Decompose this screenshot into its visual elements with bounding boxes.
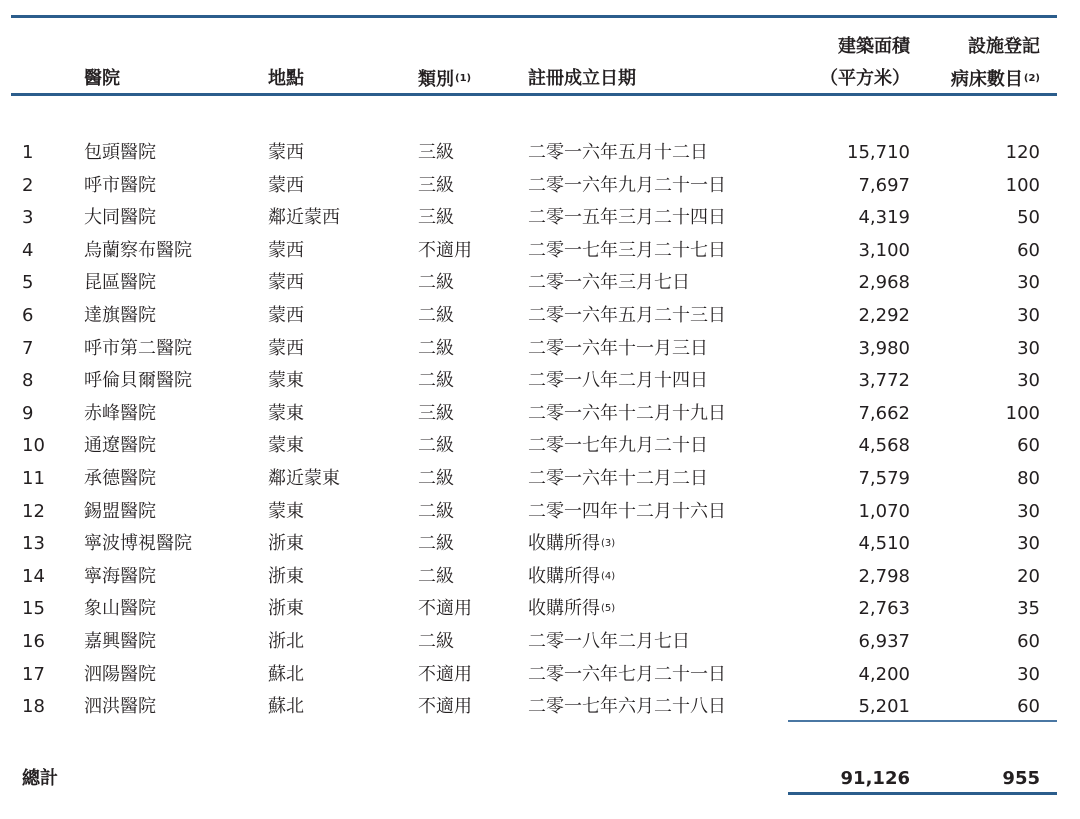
header-registration-date: 註冊成立日期 xyxy=(528,68,636,89)
table-row xyxy=(0,566,1080,598)
hospital-category xyxy=(418,533,454,555)
header-hospital: 醫院 xyxy=(84,68,120,89)
floor-area-text: 1,070 xyxy=(858,501,910,522)
floor-area-text: 3,100 xyxy=(858,240,910,261)
hospital-category xyxy=(418,468,454,490)
hospital-location xyxy=(268,696,304,718)
table-row xyxy=(0,272,1080,304)
row-number-text: 13 xyxy=(22,533,45,554)
registered-beds-text: 100 xyxy=(1005,403,1040,424)
hospital-name-text: 錫盟醫院 xyxy=(84,501,156,522)
table-row xyxy=(0,696,1080,728)
table-row xyxy=(0,175,1080,207)
row-number-text: 9 xyxy=(22,403,34,424)
floor-area-text: 7,662 xyxy=(858,403,910,424)
hospital-location xyxy=(268,403,304,425)
hospital-name xyxy=(84,305,156,327)
row-number xyxy=(22,598,45,620)
registered-beds xyxy=(1017,631,1040,653)
row-number-text: 12 xyxy=(22,501,45,522)
hospital-location xyxy=(268,533,304,555)
hospital-name-text: 通遼醫院 xyxy=(84,435,156,456)
table-top-rule xyxy=(11,15,1057,18)
row-number-text: 17 xyxy=(22,664,45,685)
floor-area xyxy=(858,403,910,425)
floor-area xyxy=(858,631,910,653)
row-number-text: 1 xyxy=(22,142,34,163)
floor-area-text: 2,763 xyxy=(858,598,910,619)
hospital-category xyxy=(418,696,472,718)
floor-area xyxy=(858,305,910,327)
hospital-category-text: 二級 xyxy=(418,631,454,652)
registered-beds-text: 30 xyxy=(1017,338,1040,359)
row-number-text: 6 xyxy=(22,305,34,326)
registered-beds xyxy=(1006,403,1040,425)
hospital-category xyxy=(418,501,454,523)
hospital-location-text: 蒙西 xyxy=(268,142,304,163)
row-number xyxy=(22,566,45,588)
registered-beds-text: 60 xyxy=(1017,631,1040,652)
hospital-name xyxy=(84,566,156,588)
hospital-category xyxy=(418,566,454,588)
row-number xyxy=(22,370,33,392)
table-row xyxy=(0,240,1080,272)
hospital-name xyxy=(84,598,156,620)
registration-date-text: 二零一六年五月二十三日 xyxy=(528,305,726,326)
hospital-category-text: 三級 xyxy=(418,142,454,163)
hospital-name-text: 赤峰醫院 xyxy=(84,403,156,424)
registered-beds-text: 80 xyxy=(1017,468,1040,489)
hospital-category-text: 二級 xyxy=(418,272,454,293)
floor-area xyxy=(858,370,910,392)
date-footnote: (4) xyxy=(601,571,616,582)
hospital-name-text: 包頭醫院 xyxy=(84,142,156,163)
registration-date xyxy=(528,696,727,718)
registration-date-text: 二零一八年二月十四日 xyxy=(528,370,708,391)
row-number xyxy=(22,403,33,425)
header-bottom-rule xyxy=(11,93,1057,96)
hospital-name-text: 嘉興醫院 xyxy=(84,631,156,652)
header-location: 地點 xyxy=(268,68,304,89)
registration-date xyxy=(528,338,709,360)
registration-date xyxy=(528,403,727,425)
hospital-location xyxy=(268,631,304,653)
row-number xyxy=(22,696,45,718)
floor-area-text: 3,980 xyxy=(858,338,910,359)
hospital-name-text: 寧海醫院 xyxy=(84,566,156,587)
registration-date-text: 二零一六年九月二十一日 xyxy=(528,175,726,196)
hospital-name-text: 大同醫院 xyxy=(84,207,156,228)
floor-area xyxy=(858,175,910,197)
floor-area xyxy=(858,272,910,294)
registered-beds-text: 120 xyxy=(1005,142,1040,163)
floor-area xyxy=(858,240,910,262)
hospital-location-text: 浙東 xyxy=(268,566,304,587)
floor-area xyxy=(858,435,910,457)
registered-beds-text: 100 xyxy=(1005,175,1040,196)
floor-area xyxy=(858,501,910,523)
hospital-category-text: 二級 xyxy=(418,370,454,391)
table-row xyxy=(0,468,1080,500)
table-row xyxy=(0,370,1080,402)
row-number-text: 4 xyxy=(22,240,34,261)
hospital-name-text: 象山醫院 xyxy=(84,598,156,619)
hospital-location xyxy=(268,566,304,588)
hospital-location xyxy=(268,240,304,262)
date-footnote: (3) xyxy=(601,538,616,549)
row-number-text: 7 xyxy=(22,338,34,359)
hospital-name xyxy=(84,142,156,164)
hospital-category xyxy=(418,207,454,229)
registered-beds xyxy=(1017,598,1040,620)
header-category xyxy=(418,68,471,91)
row-number xyxy=(22,305,33,327)
registered-beds xyxy=(1017,696,1040,718)
registration-date-text: 二零一六年十二月二日 xyxy=(528,468,708,489)
registration-date-text: 收購所得 xyxy=(528,566,600,587)
row-number-text: 2 xyxy=(22,175,34,196)
hospital-category-text: 二級 xyxy=(418,501,454,522)
registration-date xyxy=(528,207,727,229)
registration-date-text: 二零一七年三月二十七日 xyxy=(528,240,726,261)
table-row xyxy=(0,207,1080,239)
floor-area xyxy=(858,338,910,360)
hospital-location xyxy=(268,175,304,197)
hospital-name-text: 達旗醫院 xyxy=(84,305,156,326)
registration-date-text: 二零一四年十二月十六日 xyxy=(528,501,726,522)
hospital-location-text: 鄰近蒙西 xyxy=(268,207,340,228)
hospital-location xyxy=(268,468,340,490)
floor-area-text: 2,292 xyxy=(858,305,910,326)
registration-date xyxy=(528,240,727,262)
hospital-name xyxy=(84,240,192,262)
hospital-name xyxy=(84,664,156,686)
hospital-location-text: 蒙東 xyxy=(268,435,304,456)
hospital-category-text: 不適用 xyxy=(418,664,472,685)
hospital-category-text: 不適用 xyxy=(418,696,472,717)
subtotal-rule xyxy=(788,720,1057,722)
hospital-category-text: 不適用 xyxy=(418,240,472,261)
registered-beds-text: 30 xyxy=(1017,370,1040,391)
table-row xyxy=(0,598,1080,630)
hospital-location xyxy=(268,664,304,686)
row-number xyxy=(22,240,33,262)
registration-date-text: 二零一八年二月七日 xyxy=(528,631,690,652)
hospital-name xyxy=(84,175,156,197)
hospital-category xyxy=(418,175,454,197)
floor-area-text: 7,697 xyxy=(858,175,910,196)
registration-date xyxy=(528,370,709,392)
row-number xyxy=(22,142,33,164)
row-number xyxy=(22,533,45,555)
floor-area-text: 4,200 xyxy=(858,664,910,685)
registered-beds-text: 50 xyxy=(1017,207,1040,228)
registration-date xyxy=(528,175,727,197)
hospital-category xyxy=(418,142,454,164)
floor-area xyxy=(858,566,910,588)
registration-date xyxy=(528,272,691,294)
row-number xyxy=(22,631,45,653)
hospital-location-text: 蘇北 xyxy=(268,664,304,685)
hospital-name xyxy=(84,403,156,425)
hospital-location xyxy=(268,338,304,360)
floor-area xyxy=(858,598,910,620)
registration-date xyxy=(528,305,727,327)
header-beds-line1: 設施登記 xyxy=(968,36,1040,57)
floor-area-text: 15,710 xyxy=(847,142,910,163)
table-row xyxy=(0,631,1080,663)
registered-beds-text: 60 xyxy=(1017,696,1040,717)
registration-date-text: 收購所得 xyxy=(528,598,600,619)
registration-date-text: 二零一六年三月七日 xyxy=(528,272,690,293)
table-row xyxy=(0,664,1080,696)
registration-date-text: 二零一五年三月二十四日 xyxy=(528,207,726,228)
registration-date-text: 二零一六年十二月十九日 xyxy=(528,403,726,424)
registration-date-text: 二零一六年五月十二日 xyxy=(528,142,708,163)
floor-area xyxy=(858,468,910,490)
hospital-location xyxy=(268,142,304,164)
hospital-location-text: 蒙東 xyxy=(268,370,304,391)
registration-date-text: 二零一七年六月二十八日 xyxy=(528,696,726,717)
floor-area-text: 4,510 xyxy=(858,533,910,554)
registered-beds-text: 60 xyxy=(1017,240,1040,261)
hospital-name xyxy=(84,338,192,360)
registered-beds-text: 30 xyxy=(1017,305,1040,326)
header-area-line1: 建築面積 xyxy=(838,36,910,57)
table-row xyxy=(0,403,1080,435)
floor-area xyxy=(858,696,910,718)
registration-date-text: 二零一七年九月二十日 xyxy=(528,435,708,456)
header-beds-footnote: (2) xyxy=(1023,73,1040,84)
floor-area-text: 4,319 xyxy=(858,207,910,228)
date-footnote: (5) xyxy=(601,603,616,614)
row-number xyxy=(22,338,33,360)
row-number-text: 8 xyxy=(22,370,34,391)
registered-beds xyxy=(1006,142,1040,164)
hospital-location-text: 蘇北 xyxy=(268,696,304,717)
hospital-name xyxy=(84,370,192,392)
registration-date xyxy=(528,501,727,523)
registered-beds xyxy=(1017,501,1040,523)
registered-beds xyxy=(1017,435,1040,457)
hospital-name-text: 泗陽醫院 xyxy=(84,664,156,685)
hospital-location-text: 鄰近蒙東 xyxy=(268,468,340,489)
row-number-text: 3 xyxy=(22,207,34,228)
hospital-category-text: 二級 xyxy=(418,305,454,326)
floor-area-text: 3,772 xyxy=(858,370,910,391)
row-number xyxy=(22,501,45,523)
registration-date xyxy=(528,435,709,457)
floor-area-text: 7,579 xyxy=(858,468,910,489)
table-row xyxy=(0,142,1080,174)
hospital-name-text: 呼倫貝爾醫院 xyxy=(84,370,192,391)
total-beds: 955 xyxy=(1002,768,1040,789)
registered-beds xyxy=(1017,240,1040,262)
hospital-category xyxy=(418,370,454,392)
registered-beds-text: 20 xyxy=(1017,566,1040,587)
registration-date xyxy=(528,566,615,588)
hospital-location xyxy=(268,370,304,392)
registered-beds xyxy=(1017,370,1040,392)
hospital-name xyxy=(84,533,192,555)
registered-beds xyxy=(1017,338,1040,360)
header-category-footnote: (1) xyxy=(455,73,472,84)
hospital-location-text: 蒙東 xyxy=(268,501,304,522)
row-number-text: 18 xyxy=(22,696,45,717)
hospital-name xyxy=(84,501,156,523)
hospital-category-text: 三級 xyxy=(418,175,454,196)
registration-date-text: 二零一六年七月二十一日 xyxy=(528,664,726,685)
hospital-name-text: 昆區醫院 xyxy=(84,272,156,293)
hospital-location-text: 蒙西 xyxy=(268,338,304,359)
table-row xyxy=(0,533,1080,565)
hospital-name-text: 烏蘭察布醫院 xyxy=(84,240,192,261)
registration-date xyxy=(528,598,615,620)
hospital-name-text: 寧波博視醫院 xyxy=(84,533,192,554)
registered-beds xyxy=(1017,468,1040,490)
registration-date-text: 二零一六年十一月三日 xyxy=(528,338,708,359)
hospital-category xyxy=(418,338,454,360)
hospital-location xyxy=(268,272,304,294)
registered-beds-text: 60 xyxy=(1017,435,1040,456)
registered-beds xyxy=(1017,664,1040,686)
row-number-text: 5 xyxy=(22,272,34,293)
registered-beds xyxy=(1017,566,1040,588)
registered-beds xyxy=(1017,533,1040,555)
hospital-category-text: 二級 xyxy=(418,566,454,587)
header-beds-line2 xyxy=(951,68,1040,91)
hospital-category xyxy=(418,598,472,620)
hospital-location-text: 浙東 xyxy=(268,598,304,619)
hospital-name xyxy=(84,631,156,653)
table-row xyxy=(0,305,1080,337)
floor-area xyxy=(858,207,910,229)
hospital-location-text: 蒙西 xyxy=(268,272,304,293)
registration-date-text: 收購所得 xyxy=(528,533,600,554)
registration-date xyxy=(528,631,691,653)
hospital-name xyxy=(84,696,156,718)
row-number-text: 15 xyxy=(22,598,45,619)
hospital-category xyxy=(418,403,454,425)
hospital-name-text: 呼市醫院 xyxy=(84,175,156,196)
table-row xyxy=(0,501,1080,533)
hospital-location-text: 浙北 xyxy=(268,631,304,652)
total-label: 總計 xyxy=(22,768,58,789)
hospital-name xyxy=(84,468,156,490)
registered-beds-text: 35 xyxy=(1017,598,1040,619)
registration-date xyxy=(528,468,709,490)
hospital-name-text: 承德醫院 xyxy=(84,468,156,489)
registered-beds-text: 30 xyxy=(1017,501,1040,522)
hospital-category xyxy=(418,240,472,262)
floor-area xyxy=(858,533,910,555)
hospital-category-text: 二級 xyxy=(418,533,454,554)
row-number-text: 11 xyxy=(22,468,45,489)
hospital-location xyxy=(268,598,304,620)
row-number xyxy=(22,175,33,197)
row-number xyxy=(22,207,33,229)
hospital-location-text: 蒙西 xyxy=(268,175,304,196)
floor-area-text: 2,968 xyxy=(858,272,910,293)
header-area-line2: （平方米） xyxy=(820,68,910,89)
row-number xyxy=(22,664,45,686)
hospital-location-text: 蒙西 xyxy=(268,305,304,326)
hospital-category xyxy=(418,664,472,686)
hospital-category xyxy=(418,435,454,457)
registered-beds-text: 30 xyxy=(1017,533,1040,554)
total-area: 91,126 xyxy=(840,768,910,789)
floor-area-text: 5,201 xyxy=(858,696,910,717)
hospital-category xyxy=(418,305,454,327)
floor-area-text: 6,937 xyxy=(858,631,910,652)
hospital-location-text: 蒙東 xyxy=(268,403,304,424)
row-number xyxy=(22,272,33,294)
registered-beds xyxy=(1017,272,1040,294)
header-category-label: 類別 xyxy=(418,69,454,90)
hospital-name xyxy=(84,207,156,229)
registered-beds-text: 30 xyxy=(1017,272,1040,293)
registered-beds-text: 30 xyxy=(1017,664,1040,685)
hospital-location-text: 浙東 xyxy=(268,533,304,554)
hospital-location xyxy=(268,435,304,457)
table-row xyxy=(0,338,1080,370)
registration-date xyxy=(528,142,709,164)
registered-beds xyxy=(1006,175,1040,197)
hospital-category-text: 二級 xyxy=(418,468,454,489)
floor-area xyxy=(858,664,910,686)
floor-area-text: 4,568 xyxy=(858,435,910,456)
registration-date xyxy=(528,533,615,555)
registered-beds xyxy=(1017,305,1040,327)
hospital-location xyxy=(268,501,304,523)
row-number-text: 14 xyxy=(22,566,45,587)
registration-date xyxy=(528,664,727,686)
hospital-category-text: 三級 xyxy=(418,403,454,424)
hospital-name xyxy=(84,435,156,457)
hospital-name xyxy=(84,272,156,294)
hospital-location-text: 蒙西 xyxy=(268,240,304,261)
row-number xyxy=(22,435,45,457)
floor-area xyxy=(847,142,910,164)
hospital-category xyxy=(418,272,454,294)
hospital-category-text: 三級 xyxy=(418,207,454,228)
floor-area-text: 2,798 xyxy=(858,566,910,587)
header-beds-label: 病床數目 xyxy=(950,69,1023,90)
row-number-text: 16 xyxy=(22,631,45,652)
total-rule xyxy=(788,792,1057,795)
hospital-category xyxy=(418,631,454,653)
hospital-category-text: 二級 xyxy=(418,435,454,456)
row-number xyxy=(22,468,45,490)
hospital-location xyxy=(268,207,340,229)
hospital-location xyxy=(268,305,304,327)
row-number-text: 10 xyxy=(22,435,45,456)
table-row xyxy=(0,435,1080,467)
hospital-name-text: 泗洪醫院 xyxy=(84,696,156,717)
hospital-name-text: 呼市第二醫院 xyxy=(84,338,192,359)
hospital-category-text: 不適用 xyxy=(418,598,472,619)
hospital-category-text: 二級 xyxy=(418,338,454,359)
registered-beds xyxy=(1017,207,1040,229)
